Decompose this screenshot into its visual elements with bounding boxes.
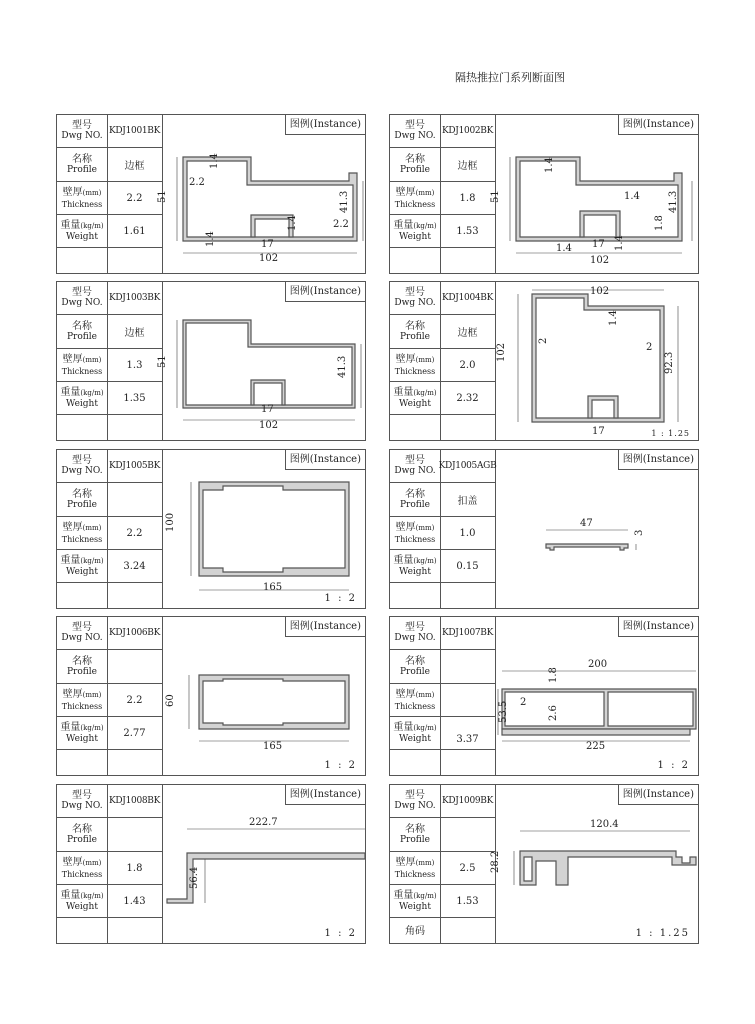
value-column <box>107 617 163 775</box>
dim-right-height: 41.3 <box>668 190 679 213</box>
dim-wall-5: 2.2 <box>333 219 349 230</box>
weight-label: 重量(kg/m) <box>60 554 104 566</box>
thickness-value: 2.2 <box>126 694 143 706</box>
dwg-number: KDJ1004BK <box>441 293 494 303</box>
name-label-en: Profile <box>67 499 97 510</box>
profile-card-kdj1009bk <box>389 784 699 944</box>
thickness-label: 壁厚(mm) <box>395 688 435 700</box>
dim-wall-4: 1.4 <box>614 235 625 251</box>
model-label-en: Dwg NO. <box>61 466 103 476</box>
page-title: 隔热推拉门系列断面图 <box>455 71 565 84</box>
label-column <box>390 617 441 775</box>
label-column <box>57 617 108 775</box>
dim-total-width: 102 <box>259 420 279 431</box>
dim-wall-3: 2.6 <box>548 705 559 721</box>
model-label-en: Dwg NO. <box>394 298 436 308</box>
value-column <box>440 617 496 775</box>
thickness-label: 壁厚(mm) <box>395 521 435 533</box>
dwg-number: KDJ1009BK <box>441 796 494 806</box>
name-label: 名称 <box>405 823 425 835</box>
dwg-number: KDJ1001BK <box>108 126 161 136</box>
name-label-en: Profile <box>67 164 97 175</box>
weight-label-en: Weight <box>399 733 431 744</box>
dim-total-width: 102 <box>590 286 610 297</box>
name-label: 名称 <box>405 320 425 332</box>
profile-name: 边框 <box>124 328 145 339</box>
weight-value: 1.53 <box>456 225 479 237</box>
model-label: 型号 <box>405 287 425 298</box>
dim-height: 53.5 <box>498 700 509 723</box>
dim-total-width: 102 <box>590 255 610 266</box>
legend-label: 图例(Instance) <box>285 785 365 805</box>
dim-height: 3 <box>634 529 645 536</box>
profile-card-kdj1005bk <box>56 449 366 609</box>
dim-height: 100 <box>165 512 176 532</box>
model-label: 型号 <box>72 622 92 633</box>
model-label-en: Dwg NO. <box>394 466 436 476</box>
weight-label-en: Weight <box>399 901 431 912</box>
model-label: 型号 <box>72 287 92 298</box>
dim-total-width: 102 <box>259 253 279 264</box>
dim-wall-1: 1.4 <box>209 153 220 169</box>
model-label-en: Dwg NO. <box>394 633 436 643</box>
thickness-value: 2.2 <box>126 527 143 539</box>
model-label-en: Dwg NO. <box>61 298 103 308</box>
model-label-en: Dwg NO. <box>61 633 103 643</box>
name-label-en: Profile <box>400 164 430 175</box>
dim-wall-2: 2 <box>646 342 653 353</box>
label-column <box>390 450 441 608</box>
weight-value: 3.37 <box>456 734 479 745</box>
profile-name: 边框 <box>457 328 478 339</box>
name-label-en: Profile <box>400 499 430 510</box>
thickness-value: 1.3 <box>126 359 143 371</box>
thickness-value: 2.5 <box>459 862 476 874</box>
model-label: 型号 <box>405 622 425 633</box>
profile-card-kdj1001bk <box>56 114 366 274</box>
dim-right-height: 41.3 <box>337 355 348 378</box>
name-label-en: Profile <box>67 834 97 845</box>
model-label-en: Dwg NO. <box>61 131 103 141</box>
weight-label-en: Weight <box>66 566 98 577</box>
dim-wall-3: 1.4 <box>205 231 216 247</box>
thickness-label: 壁厚(mm) <box>62 688 102 700</box>
thickness-label: 壁厚(mm) <box>62 521 102 533</box>
weight-label: 重量(kg/m) <box>393 554 437 566</box>
model-label-en: Dwg NO. <box>394 131 436 141</box>
dim-right-height: 41.3 <box>339 190 350 213</box>
dim-wall-1: 1.8 <box>548 667 559 683</box>
dim-height: 56.4 <box>189 866 200 889</box>
model-label: 型号 <box>72 120 92 131</box>
weight-label: 重量(kg/m) <box>393 219 437 231</box>
scale-label: 1 : 1.25 <box>635 928 690 939</box>
dim-bottom-width: 225 <box>586 741 606 752</box>
name-label: 名称 <box>405 488 425 500</box>
profile-drawing <box>163 617 365 775</box>
dim-wall-5: 1.4 <box>624 191 640 202</box>
dim-width: 165 <box>263 582 283 593</box>
dwg-number: KDJ1005AGB <box>438 461 497 471</box>
profile-card-kdj1005agb <box>389 449 699 609</box>
profile-card-kdj1002bk <box>389 114 699 274</box>
name-label: 名称 <box>72 153 92 165</box>
dwg-number: KDJ1007BK <box>441 628 494 638</box>
legend-label: 图例(Instance) <box>618 617 698 637</box>
label-column <box>57 115 108 273</box>
dim-wall-2: 2 <box>520 697 527 708</box>
label-column <box>57 282 108 440</box>
dim-width: 47 <box>580 518 593 529</box>
thickness-label-en: Thickness <box>394 366 436 376</box>
thickness-value: 2.2 <box>126 192 143 204</box>
name-label: 名称 <box>72 655 92 667</box>
model-label: 型号 <box>405 120 425 131</box>
scale-label: 1 : 2 <box>324 928 357 939</box>
profile-drawing <box>490 785 698 943</box>
name-label-en: Profile <box>400 834 430 845</box>
weight-label: 重量(kg/m) <box>393 721 437 733</box>
dim-wall-1: 2 <box>538 337 549 344</box>
dim-height: 60 <box>165 694 176 707</box>
weight-label: 重量(kg/m) <box>393 889 437 901</box>
value-column <box>440 115 496 273</box>
dwg-number: KDJ1008BK <box>108 796 161 806</box>
legend-label: 图例(Instance) <box>285 115 365 135</box>
legend-label: 图例(Instance) <box>618 785 698 805</box>
dim-right-height: 92.3 <box>664 351 675 374</box>
dim-slot: 17 <box>592 239 605 250</box>
thickness-label: 壁厚(mm) <box>62 353 102 365</box>
name-label-en: Profile <box>400 666 430 677</box>
weight-label-en: Weight <box>66 231 98 242</box>
value-column <box>107 282 163 440</box>
dwg-number: KDJ1002BK <box>441 126 494 136</box>
weight-label-en: Weight <box>399 231 431 242</box>
model-label: 型号 <box>405 455 425 466</box>
thickness-value: 2.0 <box>459 359 476 371</box>
legend-label: 图例(Instance) <box>618 450 698 470</box>
dwg-number: KDJ1005BK <box>108 461 161 471</box>
profile-drawing <box>490 115 698 273</box>
value-column <box>440 450 496 608</box>
weight-label-en: Weight <box>66 398 98 409</box>
model-label-en: Dwg NO. <box>394 801 436 811</box>
profile-drawing <box>163 785 365 943</box>
value-column <box>440 282 496 440</box>
profile-name: 边框 <box>124 161 145 172</box>
weight-label: 重量(kg/m) <box>393 386 437 398</box>
profile-card-kdj1003bk <box>56 281 366 441</box>
thickness-value: 1.0 <box>459 527 476 539</box>
dim-height: 51 <box>157 190 168 203</box>
profile-drawing <box>163 450 365 608</box>
dwg-number: KDJ1003BK <box>108 293 161 303</box>
dim-slot: 17 <box>261 239 274 250</box>
profile-card-kdj1007bk <box>389 616 699 776</box>
thickness-label-en: Thickness <box>394 199 436 209</box>
weight-label: 重量(kg/m) <box>60 721 104 733</box>
name-label: 名称 <box>405 153 425 165</box>
scale-label: 1 : 2 <box>324 760 357 771</box>
dim-width: 222.7 <box>249 817 278 828</box>
dim-width: 165 <box>263 741 283 752</box>
model-label: 型号 <box>72 790 92 801</box>
profile-name: 扣盖 <box>457 496 478 507</box>
model-label: 型号 <box>405 790 425 801</box>
name-label: 名称 <box>72 823 92 835</box>
weight-value: 1.35 <box>123 392 146 404</box>
dim-width: 120.4 <box>590 819 619 830</box>
thickness-label: 壁厚(mm) <box>62 856 102 868</box>
profile-drawing <box>157 115 365 273</box>
dim-wall-3: 1.8 <box>654 215 665 231</box>
name-label-en: Profile <box>400 331 430 342</box>
thickness-label: 壁厚(mm) <box>395 353 435 365</box>
thickness-label-en: Thickness <box>61 366 103 376</box>
thickness-label: 壁厚(mm) <box>395 186 435 198</box>
weight-label-en: Weight <box>399 566 431 577</box>
legend-label: 图例(Instance) <box>285 282 365 302</box>
value-column <box>107 785 163 943</box>
dim-wall-1: 1.4 <box>544 157 555 173</box>
profile-drawing <box>496 617 698 775</box>
scale-label: 1 : 2 <box>657 760 690 771</box>
weight-value: 1.43 <box>123 895 146 907</box>
label-column <box>57 450 108 608</box>
label-column <box>390 282 441 440</box>
label-column <box>390 115 441 273</box>
weight-label-en: Weight <box>66 733 98 744</box>
weight-label: 重量(kg/m) <box>60 219 104 231</box>
thickness-label-en: Thickness <box>61 199 103 209</box>
thickness-label-en: Thickness <box>394 701 436 711</box>
model-label-en: Dwg NO. <box>61 801 103 811</box>
weight-label: 重量(kg/m) <box>60 386 104 398</box>
name-label: 名称 <box>405 655 425 667</box>
weight-value: 0.15 <box>456 560 479 572</box>
profile-card-kdj1006bk <box>56 616 366 776</box>
weight-label: 重量(kg/m) <box>60 889 104 901</box>
dim-wall-3: 1.4 <box>608 310 619 326</box>
label-column <box>57 785 108 943</box>
dim-wall-2: 2.2 <box>189 177 205 188</box>
value-column <box>107 115 163 273</box>
model-label: 型号 <box>72 455 92 466</box>
dim-top-width: 200 <box>588 659 608 670</box>
profile-drawing <box>496 450 698 608</box>
dim-wall-2: 1.4 <box>556 243 572 254</box>
legend-label: 图例(Instance) <box>618 115 698 135</box>
thickness-label-en: Thickness <box>61 869 103 879</box>
corner-code-label: 角码 <box>405 925 425 937</box>
name-label-en: Profile <box>67 331 97 342</box>
label-column <box>390 785 441 943</box>
dim-wall-4: 1.4 <box>287 215 298 231</box>
weight-label-en: Weight <box>399 398 431 409</box>
thickness-label: 壁厚(mm) <box>395 856 435 868</box>
thickness-label-en: Thickness <box>394 534 436 544</box>
name-label-en: Profile <box>67 666 97 677</box>
dim-height: 102 <box>496 342 507 362</box>
dim-height: 51 <box>490 190 501 203</box>
value-column <box>440 785 496 943</box>
weight-value: 2.32 <box>456 392 479 404</box>
weight-label-en: Weight <box>66 901 98 912</box>
scale-label: 1 : 1.25 <box>651 429 690 438</box>
dim-height: 51 <box>157 355 168 368</box>
scale-label: 1 : 2 <box>324 593 357 604</box>
legend-label: 图例(Instance) <box>285 617 365 637</box>
dim-slot: 17 <box>261 404 274 415</box>
weight-value: 2.77 <box>123 727 146 739</box>
legend-label: 图例(Instance) <box>285 450 365 470</box>
name-label: 名称 <box>72 320 92 332</box>
profile-card-kdj1008bk <box>56 784 366 944</box>
thickness-label-en: Thickness <box>61 534 103 544</box>
value-column <box>107 450 163 608</box>
thickness-value: 1.8 <box>126 862 143 874</box>
thickness-value: 1.8 <box>459 192 476 204</box>
weight-value: 1.61 <box>123 225 146 237</box>
dwg-number: KDJ1006BK <box>108 628 161 638</box>
weight-value: 1.53 <box>456 895 479 907</box>
thickness-label: 壁厚(mm) <box>62 186 102 198</box>
dim-height: 28.2 <box>490 850 501 873</box>
thickness-label-en: Thickness <box>394 869 436 879</box>
profile-drawing <box>496 282 698 440</box>
profile-card-kdj1004bk <box>389 281 699 441</box>
profile-name: 边框 <box>457 161 478 172</box>
profile-drawing <box>157 282 365 440</box>
weight-value: 3.24 <box>123 560 146 572</box>
name-label: 名称 <box>72 488 92 500</box>
thickness-label-en: Thickness <box>61 701 103 711</box>
dim-slot: 17 <box>592 426 605 437</box>
